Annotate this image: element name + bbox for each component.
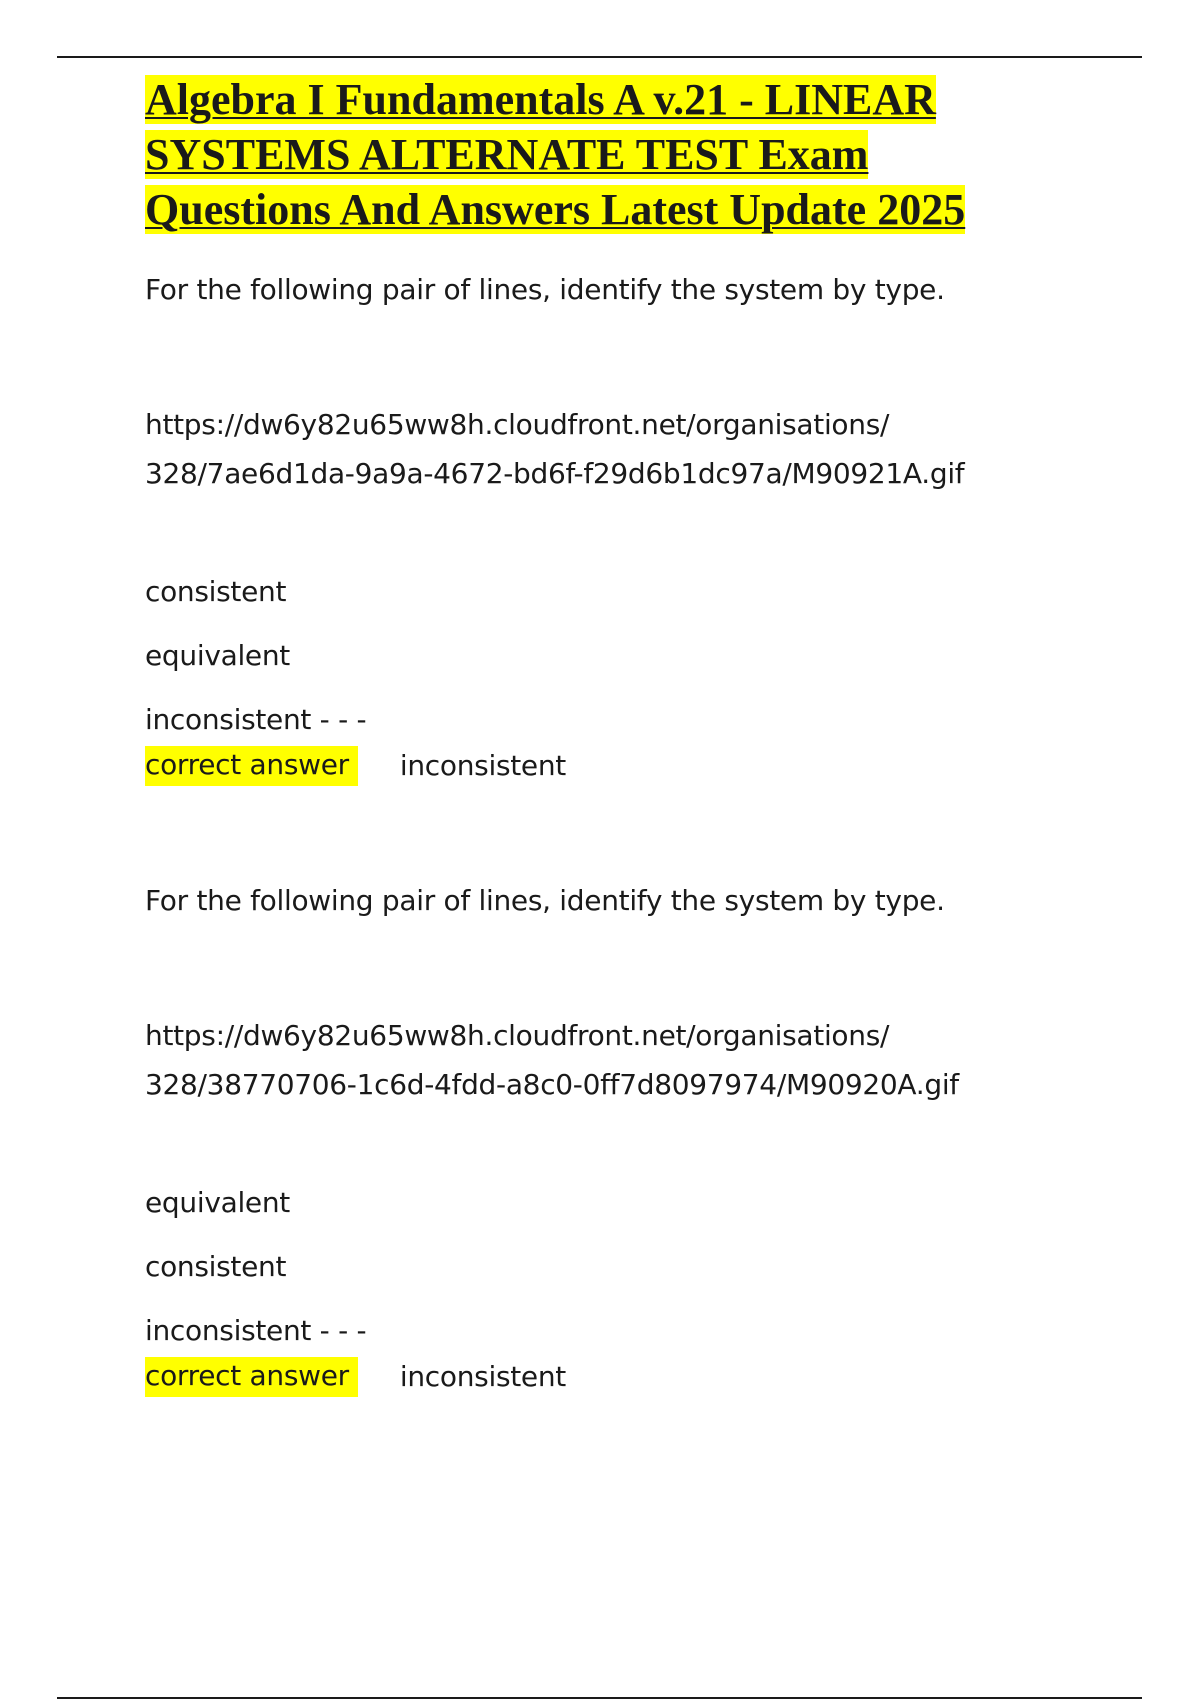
link-line-2: 328/38770706-1c6d-4fdd-a8c0-0ff7d8097974/M90920A.gif xyxy=(145,1068,959,1101)
question-2 xyxy=(145,883,1095,1397)
correct-answer-row xyxy=(145,746,1095,786)
question-image-link xyxy=(145,1011,1095,1109)
title-line-1: Algebra I Fundamentals A v.21 - LINEAR xyxy=(145,75,936,124)
question-prompt: For the following pair of lines, identify the system by type. xyxy=(145,273,945,306)
correct-answer-value: inconsistent xyxy=(399,1360,566,1393)
top-rule xyxy=(57,56,1142,58)
option-item: inconsistent - - - xyxy=(145,703,367,736)
correct-answer-label: correct answer xyxy=(145,746,358,786)
answer-options xyxy=(145,1185,1095,1349)
correct-answer-row xyxy=(145,1357,1095,1397)
link-line-1: https://dw6y82u65ww8h.cloudfront.net/organisations/ xyxy=(145,408,890,441)
question-1 xyxy=(145,272,1095,786)
link-line-1: https://dw6y82u65ww8h.cloudfront.net/organisations/ xyxy=(145,1019,890,1052)
document-body xyxy=(145,72,1095,1397)
answer-options xyxy=(145,574,1095,738)
question-prompt: For the following pair of lines, identify the system by type. xyxy=(145,884,945,917)
correct-answer-value: inconsistent xyxy=(399,749,566,782)
option-item: equivalent xyxy=(145,1186,290,1219)
option-item: consistent xyxy=(145,575,287,608)
correct-answer-label: correct answer xyxy=(145,1357,358,1397)
link-line-2: 328/7ae6d1da-9a9a-4672-bd6f-f29d6b1dc97a/M90921A.gif xyxy=(145,457,965,490)
document-title xyxy=(145,72,1095,237)
title-line-2: SYSTEMS ALTERNATE TEST Exam xyxy=(145,130,869,179)
option-item: consistent xyxy=(145,1250,287,1283)
option-item: equivalent xyxy=(145,639,290,672)
option-item: inconsistent - - - xyxy=(145,1314,367,1347)
bottom-rule xyxy=(57,1697,1142,1699)
question-image-link xyxy=(145,400,1095,498)
title-line-3: Questions And Answers Latest Update 2025 xyxy=(145,185,966,234)
